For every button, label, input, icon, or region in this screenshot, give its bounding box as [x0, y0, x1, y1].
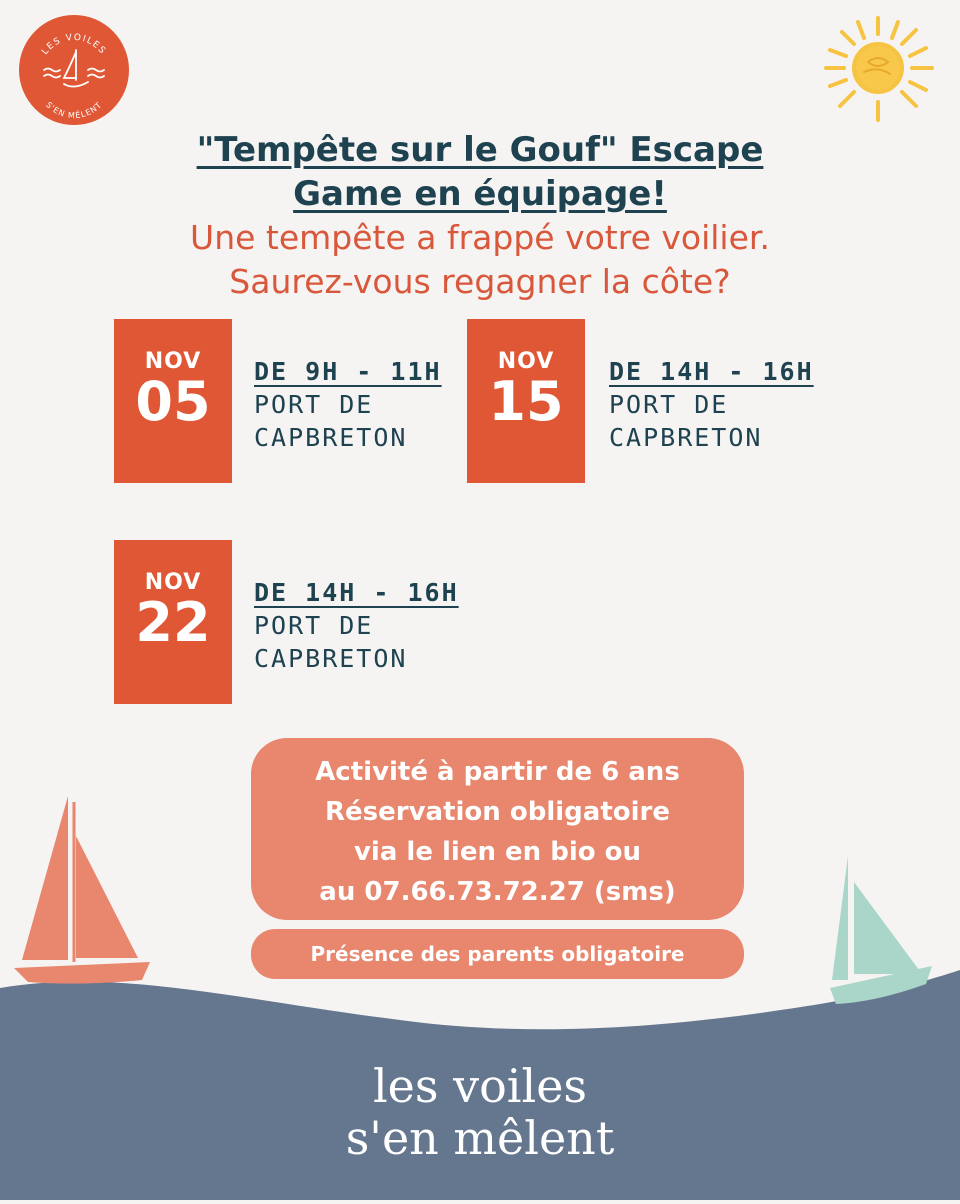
- logo-top-text: LES VOILES: [40, 32, 108, 57]
- event-time: DE 9H - 11H: [254, 357, 442, 386]
- event-place-line-2: CAPBRETON: [254, 423, 408, 452]
- sailboat-right-icon: [826, 852, 938, 1012]
- event-place-line-1: PORT DE: [609, 390, 729, 419]
- subtitle-line-2: Saurez-vous regagner la côte?: [229, 262, 731, 301]
- subtitle-line-1: Une tempête a frappé votre voilier.: [190, 218, 770, 257]
- parents-note: Présence des parents obligatoire: [251, 929, 744, 979]
- event-place-line-2: CAPBRETON: [254, 644, 408, 673]
- date-day: 22: [135, 591, 211, 654]
- event-time: DE 14H - 16H: [254, 578, 459, 607]
- date-badge-1: [114, 319, 232, 483]
- date-month: NOV: [144, 570, 202, 595]
- logo-bottom-text: S'EN MÊLENT: [44, 100, 104, 121]
- date-day: 15: [488, 370, 564, 433]
- event-place-line-2: CAPBRETON: [609, 423, 763, 452]
- brand-line-1: les voiles: [372, 1059, 588, 1113]
- info-line-3: via le lien en bio ou: [353, 837, 642, 867]
- brand-line-2: s'en mêlent: [345, 1111, 615, 1165]
- info-line-1: Activité à partir de 6 ans: [315, 757, 680, 787]
- event-place-line-1: PORT DE: [254, 390, 374, 419]
- date-badge-2: [467, 319, 585, 483]
- event-time: DE 14H - 16H: [609, 357, 814, 386]
- info-line-4: au 07.66.73.72.27 (sms): [319, 877, 676, 907]
- event-info-2: [609, 355, 814, 454]
- event-info-1: [254, 355, 442, 454]
- date-badge-3: [114, 540, 232, 704]
- title-line-1: "Tempête sur le Gouf" Escape: [196, 130, 764, 170]
- date-day: 05: [135, 370, 211, 433]
- event-info-3: [254, 576, 459, 675]
- brand-wordmark: [300, 1060, 660, 1164]
- date-month: NOV: [144, 349, 202, 374]
- title-line-2: Game en équipage!: [293, 174, 667, 214]
- brand-logo-badge: [18, 14, 130, 126]
- info-box: [251, 738, 744, 920]
- title-block: [90, 128, 870, 304]
- date-month: NOV: [497, 349, 555, 374]
- sailboat-left-icon: [10, 792, 160, 992]
- sun-icon: [812, 10, 942, 130]
- event-place-line-1: PORT DE: [254, 611, 374, 640]
- info-line-2: Réservation obligatoire: [325, 797, 670, 827]
